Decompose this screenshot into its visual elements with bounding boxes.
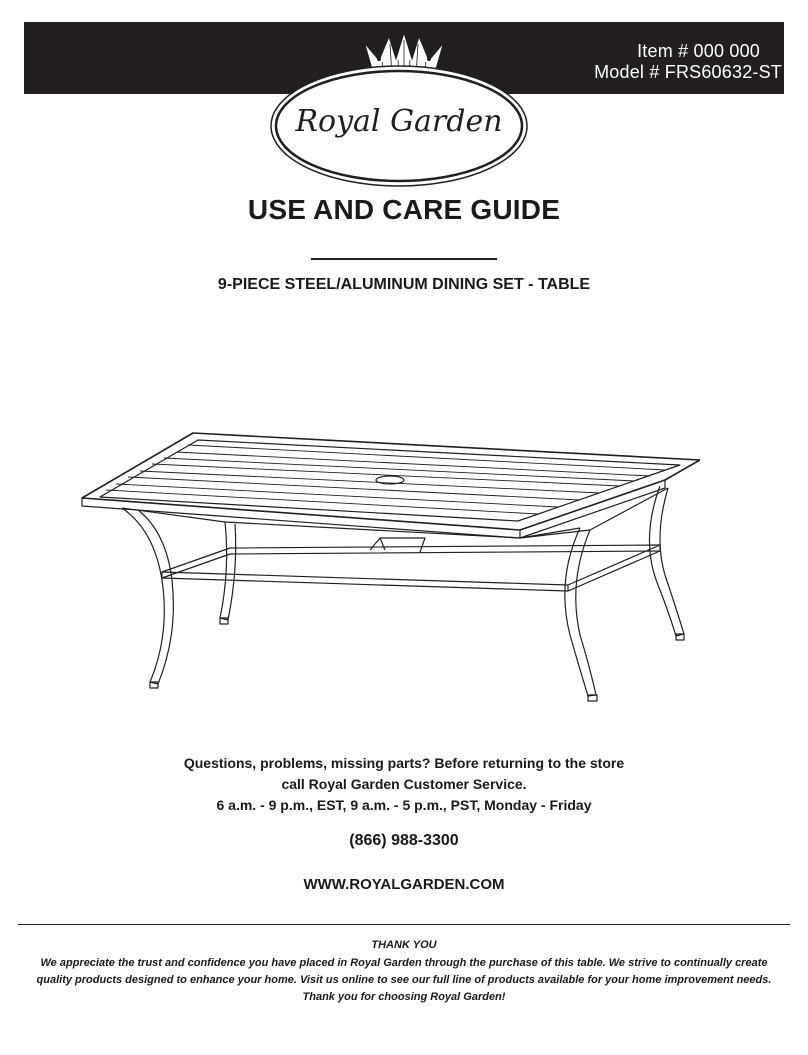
thank-you-heading: THANK YOU xyxy=(371,939,437,951)
brand-name: Royal Garden xyxy=(295,104,503,139)
royal-garden-logo xyxy=(264,22,544,192)
thank-you-line-1: We appreciate the trust and confidence you have placed in Royal Garden through the purchase of this table. We strive to continually create xyxy=(40,957,768,969)
footer-divider xyxy=(18,924,790,925)
thank-you-message xyxy=(30,955,778,1006)
page-title: USE AND CARE GUIDE xyxy=(247,194,561,225)
model-number: Model # FRS60632-ST xyxy=(594,62,782,82)
website-link[interactable]: WWW.ROYALGARDEN.COM xyxy=(303,876,505,893)
contact-line-2: call Royal Garden Customer Service. xyxy=(281,776,527,792)
thank-you-line-2: quality products designed to enhance your home. Visit us online to see our full line of products available for your home improvement needs. xyxy=(36,974,772,986)
title-divider xyxy=(311,258,497,260)
phone-number[interactable]: (866) 988-3300 xyxy=(349,832,459,849)
thank-you-line-3: Thank you for choosing Royal Garden! xyxy=(302,991,506,1003)
contact-hours: 6 a.m. - 9 p.m., EST, 9 a.m. - 5 p.m., PST, Monday - Friday xyxy=(216,797,592,813)
product-subtitle: 9-PIECE STEEL/ALUMINUM DINING SET - TABLE xyxy=(217,276,591,293)
patio-table-illustration xyxy=(80,420,700,710)
contact-line-1: Questions, problems, missing parts? Before returning to the store xyxy=(183,755,625,771)
customer-service-info xyxy=(0,753,808,816)
item-number: Item # 000 000 xyxy=(637,41,760,61)
